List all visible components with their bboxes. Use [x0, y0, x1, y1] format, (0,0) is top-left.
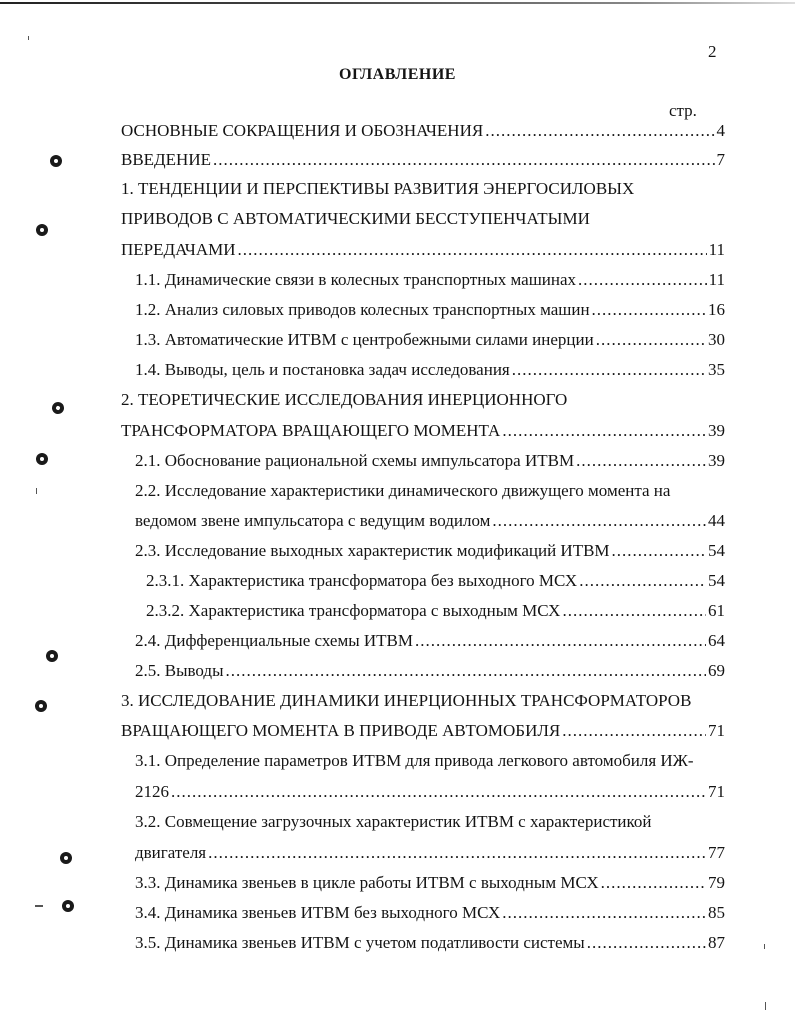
- toc-leader-dots: [213, 145, 715, 175]
- toc-entry-page: 54: [708, 571, 725, 590]
- toc-entry-text: ведомом звене импульсатора с ведущим водилом: [135, 511, 491, 530]
- toc-entry-page: 35: [708, 360, 725, 379]
- toc-leader-dots: [226, 656, 706, 686]
- toc-entry-page: 4: [716, 121, 725, 140]
- toc-entry[interactable]: [135, 506, 725, 536]
- toc-entry-text: 3.3. Динамика звеньев в цикле работы ИТВМ с выходным МСХ: [135, 873, 599, 892]
- toc-entry-text: 3.4. Динамика звеньев ИТВМ без выходного МСХ: [135, 903, 501, 922]
- toc-entry-page: 77: [708, 843, 725, 862]
- scan-speck: [765, 1002, 766, 1010]
- toc-entry-text: 2.1. Обоснование рациональной схемы импульсатора ИТВМ: [135, 451, 575, 470]
- toc-entry-text: ТРАНСФОРМАТОРА ВРАЩАЮЩЕГО МОМЕНТА: [121, 421, 501, 440]
- toc-leader-dots: [579, 566, 706, 596]
- toc-entry[interactable]: [121, 235, 725, 265]
- toc-leader-dots: [601, 868, 706, 898]
- toc-entry-page: 85: [708, 903, 725, 922]
- toc-entry[interactable]: [135, 536, 725, 566]
- toc-entry-text: 1.3. Автоматические ИТВМ с центробежными силами инерции: [135, 330, 594, 349]
- toc-entry[interactable]: [135, 325, 725, 355]
- toc-leader-dots: [562, 596, 706, 626]
- toc-entry[interactable]: [135, 868, 725, 898]
- scan-speck: [35, 905, 43, 907]
- page-column-label: стр.: [669, 101, 697, 120]
- scan-speck: [36, 488, 37, 494]
- toc-entry[interactable]: [135, 656, 725, 686]
- scan-speck: [764, 944, 765, 949]
- toc-leader-dots: [512, 355, 706, 385]
- toc-leader-dots: [171, 777, 706, 807]
- toc-entry-text: 1.1. Динамические связи в колесных транспортных машинах: [135, 270, 577, 289]
- toc-chapter-heading[interactable]: 1. ТЕНДЕНЦИИ И ПЕРСПЕКТИВЫ РАЗВИТИЯ ЭНЕРГОСИЛОВЫХ: [121, 179, 635, 198]
- toc-chapter-heading[interactable]: 3. ИССЛЕДОВАНИЕ ДИНАМИКИ ИНЕРЦИОННЫХ ТРАНСФОРМАТОРОВ: [121, 691, 692, 710]
- toc-leader-dots: [576, 446, 706, 476]
- toc-entry-text: 2.4. Дифференциальные схемы ИТВМ: [135, 631, 413, 650]
- toc-leader-dots: [592, 295, 706, 325]
- toc-entry[interactable]: [121, 716, 725, 746]
- toc-entry[interactable]: [135, 446, 725, 476]
- binding-hole-mark: [36, 453, 48, 465]
- toc-entry-page: 44: [708, 511, 725, 530]
- toc-entry-page: 7: [716, 150, 725, 169]
- toc-entry[interactable]: [135, 355, 725, 385]
- binding-hole-mark: [62, 900, 74, 912]
- toc-leader-dots: [587, 928, 706, 958]
- toc-entry-text: двигателя: [135, 843, 207, 862]
- toc-entry-text: 2.3. Исследование выходных характеристик модификаций ИТВМ: [135, 541, 610, 560]
- toc-leader-dots: [578, 265, 707, 295]
- binding-hole-mark: [36, 224, 48, 236]
- toc-entry-page: 54: [708, 541, 725, 560]
- toc-leader-dots: [208, 838, 706, 868]
- toc-entry[interactable]: [135, 928, 725, 958]
- toc-leader-dots: [492, 506, 706, 536]
- toc-entry[interactable]: [121, 116, 725, 146]
- toc-entry-text: 3.5. Динамика звеньев ИТВМ с учетом податливости системы: [135, 933, 585, 952]
- toc-entry-text[interactable]: 3.1. Определение параметров ИТВМ для привода легкового автомобиля ИЖ-: [135, 751, 694, 770]
- toc-entry[interactable]: [135, 898, 725, 928]
- toc-entry[interactable]: [135, 838, 725, 868]
- page-number: 2: [708, 42, 717, 61]
- toc-entry-text[interactable]: 3.2. Совмещение загрузочных характеристик ИТВМ с характеристикой: [135, 812, 652, 831]
- toc-entry-text: ПЕРЕДАЧАМИ: [121, 240, 236, 259]
- toc-chapter-heading[interactable]: ПРИВОДОВ С АВТОМАТИЧЕСКИМИ БЕССТУПЕНЧАТЫМИ: [121, 209, 590, 228]
- toc-entry-text: 2126: [135, 782, 169, 801]
- toc-entry-page: 64: [708, 631, 725, 650]
- toc-entry-page: 30: [708, 330, 725, 349]
- toc-entry[interactable]: [135, 265, 725, 295]
- toc-entry-page: 39: [708, 421, 725, 440]
- toc-leader-dots: [502, 898, 706, 928]
- toc-leader-dots: [612, 536, 706, 566]
- binding-hole-mark: [60, 852, 72, 864]
- toc-entry-page: 61: [708, 601, 725, 620]
- binding-hole-mark: [46, 650, 58, 662]
- scan-speck: [28, 36, 29, 40]
- toc-entry[interactable]: [135, 295, 725, 325]
- toc-entry-text[interactable]: 2.2. Исследование характеристики динамического движущего момента на: [135, 481, 671, 500]
- toc-entry[interactable]: [135, 777, 725, 807]
- toc-entry-page: 79: [708, 873, 725, 892]
- binding-hole-mark: [50, 155, 62, 167]
- toc-entry-text: ВВЕДЕНИЕ: [121, 150, 211, 169]
- toc-leader-dots: [485, 116, 714, 146]
- toc-entry-text: 2.5. Выводы: [135, 661, 224, 680]
- toc-entry-page: 16: [708, 300, 725, 319]
- toc-entry-page: 11: [708, 240, 725, 259]
- toc-entry-text: 1.4. Выводы, цель и постановка задач исследования: [135, 360, 510, 379]
- toc-entry[interactable]: [146, 596, 725, 626]
- toc-entry-page: 69: [708, 661, 725, 680]
- toc-leader-dots: [238, 235, 707, 265]
- toc-entry-text: ВРАЩАЮЩЕГО МОМЕНТА В ПРИВОДЕ АВТОМОБИЛЯ: [121, 721, 561, 740]
- toc-leader-dots: [562, 716, 706, 746]
- toc-entry-text: ОСНОВНЫЕ СОКРАЩЕНИЯ И ОБОЗНАЧЕНИЯ: [121, 121, 484, 140]
- toc-entry[interactable]: [121, 416, 725, 446]
- toc-entry-text: 2.3.2. Характеристика трансформатора с выходным МСХ: [146, 601, 561, 620]
- toc-leader-dots: [502, 416, 706, 446]
- page-title: ОГЛАВЛЕНИЕ: [339, 66, 456, 83]
- toc-entry-text: 1.2. Анализ силовых приводов колесных транспортных машин: [135, 300, 590, 319]
- toc-entry-text: 2.3.1. Характеристика трансформатора без выходного МСХ: [146, 571, 578, 590]
- toc-entry[interactable]: [121, 145, 725, 175]
- toc-leader-dots: [596, 325, 706, 355]
- toc-entry-page: 71: [708, 782, 725, 801]
- toc-leader-dots: [415, 626, 706, 656]
- toc-chapter-heading[interactable]: 2. ТЕОРЕТИЧЕСКИЕ ИССЛЕДОВАНИЯ ИНЕРЦИОННОГО: [121, 390, 568, 409]
- toc-entry-page: 11: [708, 270, 725, 289]
- toc-entry-page: 87: [708, 933, 725, 952]
- toc-entry-page: 39: [708, 451, 725, 470]
- toc-entry-page: 71: [708, 721, 725, 740]
- toc-entry[interactable]: [135, 626, 725, 656]
- toc-entry[interactable]: [146, 566, 725, 596]
- binding-hole-mark: [35, 700, 47, 712]
